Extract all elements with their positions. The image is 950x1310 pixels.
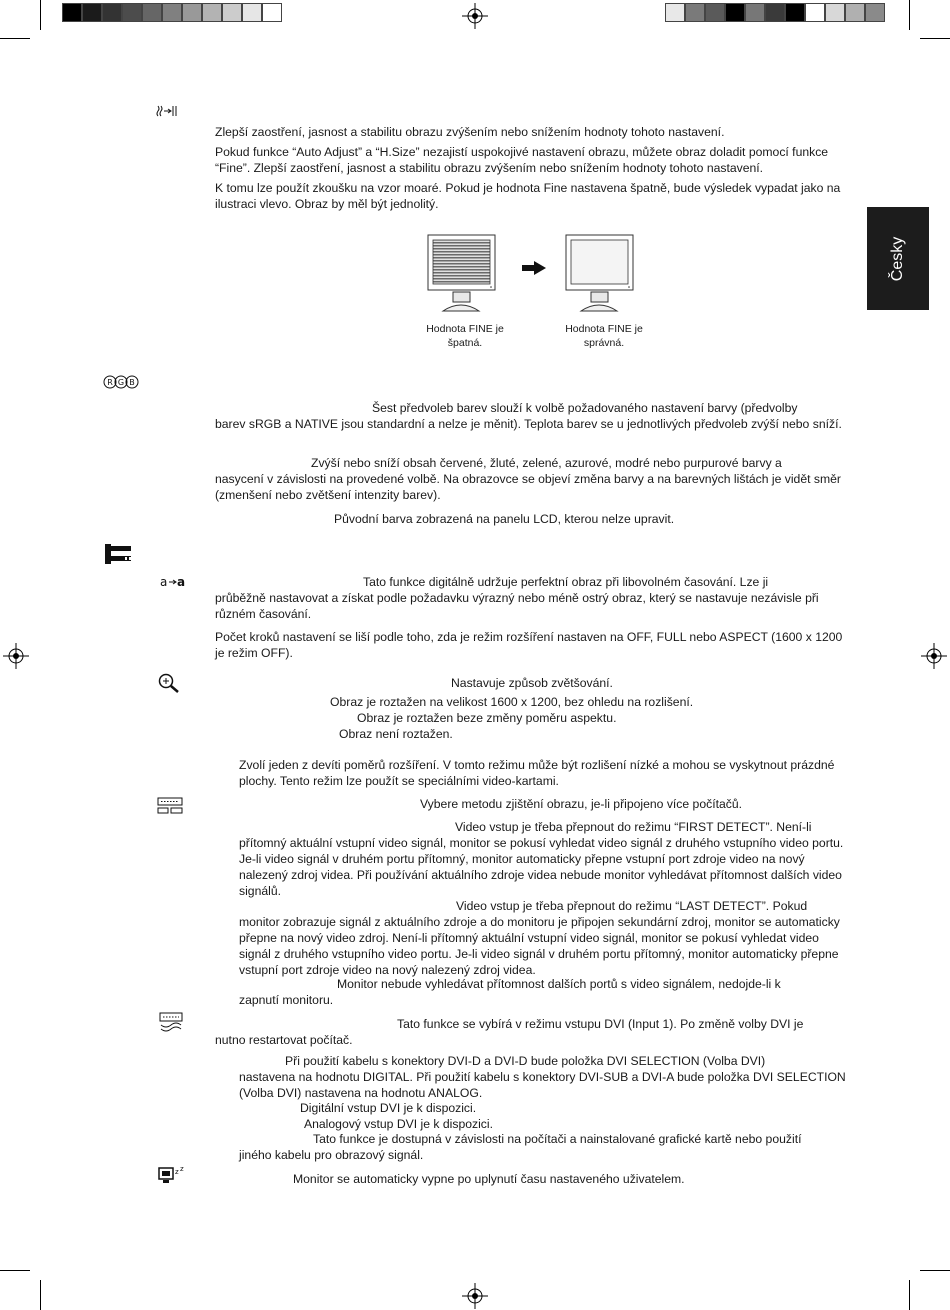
svg-text:R: R — [107, 378, 113, 387]
video-detect-last-line-2: monitor zobrazuje signál z aktuálního zdroje a do monitoru je připojen sekundární zdroj, monitor se automaticky přepne na nový video zdroj. Není-li přítomný aktuální vstupní video signál, monitor se pokusí vyhledat video signál z druhého vstupního video portu. Je-li video signál v druhém portu přítomný, monitor automaticky přepne vstupní port zdroje video na nový nalezený zdroj videa. — [239, 915, 840, 977]
sharpness-icon — [159, 574, 187, 590]
svg-text:a: a — [160, 575, 168, 589]
tools-icon — [103, 542, 135, 566]
dvi-auto-line-1: Při použití kabelu s konektory DVI-D a DVI-D bude položka DVI SELECTION (Volba DVI) — [285, 1054, 766, 1068]
color-swatch — [785, 3, 805, 22]
color-swatch — [865, 3, 885, 22]
registration-mark-bottom — [462, 1283, 488, 1309]
expansion-off: Obraz není roztažen. — [339, 727, 453, 741]
video-detect-none-line-1: Monitor nebude vyhledávat přítomnost dalších portů s video signálem, nedojde-li k — [337, 977, 781, 991]
caption-line: špatná. — [447, 337, 483, 349]
color-swatch — [845, 3, 865, 22]
expansion-full: Obraz je roztažen na velikost 1600 x 1200, bez ohledu na rozlišení. — [330, 695, 694, 709]
color-bar-right — [665, 3, 885, 22]
registration-mark-top — [462, 3, 488, 29]
sharpness-line-1: Tato funkce digitálně udržuje perfektní obraz při libovolném časování. Lze ji — [363, 575, 769, 589]
monitor-good-fine-illustration — [563, 233, 637, 315]
color-swatch — [162, 3, 182, 22]
color-swatch — [685, 3, 705, 22]
color-swatch — [82, 3, 102, 22]
color-rgb-line-1: Zvýší nebo sníží obsah červené, žluté, zelené, azurové, modré nebo purpurové barvy a — [311, 456, 782, 470]
fine-icon — [155, 104, 181, 118]
arrow-icon — [520, 260, 548, 276]
color-swatch — [122, 3, 142, 22]
color-swatch — [102, 3, 122, 22]
color-rgb-line-2: nasycení v závislosti na provedené volbě. Na obrazovce se objeví změna barvy a na barevných lištách je vidět směr (zmenšení nebo zvětšení intenzity barev). — [215, 472, 841, 502]
caption-line: správná. — [583, 337, 625, 349]
dvi-selection-icon — [159, 1012, 187, 1032]
caption-line: Hodnota FINE je — [426, 323, 504, 335]
expansion-intro: Nastavuje způsob zvětšování. — [451, 676, 613, 690]
dvi-intro-line-1: Tato funkce se vybírá v režimu vstupu DVI (Input 1). Po změně volby DVI je — [397, 1017, 804, 1031]
crop-mark — [909, 0, 910, 30]
expansion-icon — [157, 673, 181, 693]
color-bar-left — [62, 3, 282, 22]
dvi-analog: Analogový vstup DVI je k dispozici. — [304, 1117, 493, 1131]
color-swatch — [142, 3, 162, 22]
language-tab-label: Česky — [889, 236, 906, 281]
video-detect-icon — [157, 797, 185, 815]
color-swatch — [62, 3, 82, 22]
color-swatch — [825, 3, 845, 22]
color-swatch — [242, 3, 262, 22]
color-presets-line-2: barev sRGB a NATIVE jsou standardní a nelze je měnit). Teplota barev se u jednotlivých předvoleb zvýší nebo sníží. — [215, 417, 842, 431]
svg-text:z: z — [180, 1165, 184, 1173]
registration-mark-right — [921, 643, 947, 669]
off-timer-icon — [158, 1165, 188, 1185]
crop-mark — [40, 1280, 41, 1310]
fine-paragraph-2: Pokud funkce “Auto Adjust” a “H.Size” nezajistí uspokojivé nastavení obrazu, můžete obraz doladit pomocí funkce “Fine”. Zlepší zaostření, jasnost a stabilitu obrazu zvýšením nebo snížením hodnoty tohoto nastavení. — [215, 145, 829, 175]
color-native-text: Původní barva zobrazená na panelu LCD, kterou nelze upravit. — [334, 512, 675, 526]
dvi-intro-line-2: nutno restartovat počítač. — [215, 1033, 353, 1047]
dvi-note-line-1: Tato funkce je dostupná v závislosti na počítači a nainstalované grafické kartě nebo použití — [313, 1132, 802, 1146]
sharpness-paragraph-2: Počet kroků nastavení se liší podle toho, zda je režim rozšíření nastaven na OFF, FULL nebo ASPECT (1600 x 1200 je režim OFF). — [215, 630, 843, 660]
svg-text:B: B — [129, 378, 135, 387]
color-swatch — [262, 3, 282, 22]
crop-mark — [40, 0, 41, 30]
color-swatch — [765, 3, 785, 22]
color-swatch — [182, 3, 202, 22]
color-swatch — [222, 3, 242, 22]
video-detect-last-line-1: Video vstup je třeba přepnout do režimu “LAST DETECT”. Pokud — [456, 899, 808, 913]
rgb-icon — [103, 375, 139, 389]
monitor-bad-fine-illustration — [425, 233, 499, 315]
caption-fine-good — [544, 322, 664, 350]
dvi-digital: Digitální vstup DVI je k dispozici. — [300, 1101, 477, 1115]
crop-mark — [909, 1280, 910, 1310]
crop-mark — [0, 38, 30, 39]
fine-paragraph-3: K tomu lze použít zkoušku na vzor moaré. Pokud je hodnota Fine nastavena špatně, bude výsledek vypadat jako na ilustraci vlevo. Obraz by měl být jednolitý. — [215, 181, 841, 211]
color-swatch — [745, 3, 765, 22]
expansion-custom: Zvolí jeden z devíti poměrů rozšíření. V tomto režimu může být rozlišení nízké a mohou se vyskytnout prázdné plochy. Tento režim lze použít se speciálními video-kartami. — [239, 758, 835, 788]
dvi-note-line-2: jiného kabelu pro obrazový signál. — [239, 1148, 424, 1162]
fine-paragraph-1: Zlepší zaostření, jasnost a stabilitu obrazu zvýšením nebo snížením hodnoty tohoto nastavení. — [215, 125, 725, 139]
sharpness-line-2: průběžně nastavovat a získat podle požadavku výrazný nebo méně ostrý obraz, který se nastavuje nezávisle při různém časování. — [215, 591, 819, 621]
color-swatch — [202, 3, 222, 22]
dvi-auto-line-2: nastavena na hodnotu DIGITAL. Při použití kabelu s konektory DVI-SUB a DVI-A bude položka DVI SELECTION (Volba DVI) nastavena na hodnotu ANALOG. — [239, 1070, 846, 1100]
video-detect-first-line-1: Video vstup je třeba přepnout do režimu “FIRST DETECT”. Není-li — [455, 820, 812, 834]
video-detect-first-line-2: přítomný aktuální vstupní video signál, monitor se pokusí vyhledat video signál z druhého vstupního video portu. Je-li video signál v druhém portu přítomný, monitor automaticky přepne vstupní port zdroje video na nový nalezený zdroj videa. Při používání aktuálního zdroje videa nebude monitor vyhledávat přítomnost dalších video signálů. — [239, 836, 844, 898]
color-swatch — [725, 3, 745, 22]
language-tab — [867, 207, 929, 310]
registration-mark-left — [3, 643, 29, 669]
color-presets-line-1: Šest předvoleb barev slouží k volbě požadovaného nastavení barvy (předvolby — [372, 401, 798, 415]
crop-mark — [920, 38, 950, 39]
svg-text:z: z — [175, 1168, 179, 1176]
off-timer-text: Monitor se automaticky vypne po uplynutí času nastaveného uživatelem. — [293, 1172, 685, 1186]
svg-text:G: G — [117, 378, 125, 387]
caption-line: Hodnota FINE je — [565, 323, 643, 335]
color-swatch — [665, 3, 685, 22]
caption-fine-bad — [405, 322, 525, 350]
crop-mark — [920, 1270, 950, 1271]
svg-text:a: a — [177, 575, 186, 589]
color-swatch — [705, 3, 725, 22]
video-detect-none-line-2: zapnutí monitoru. — [239, 993, 334, 1007]
video-detect-intro: Vybere metodu zjištění obrazu, je-li připojeno více počítačů. — [420, 797, 743, 811]
color-swatch — [805, 3, 825, 22]
crop-mark — [0, 1270, 30, 1271]
expansion-aspect: Obraz je roztažen beze změny poměru aspektu. — [357, 711, 617, 725]
